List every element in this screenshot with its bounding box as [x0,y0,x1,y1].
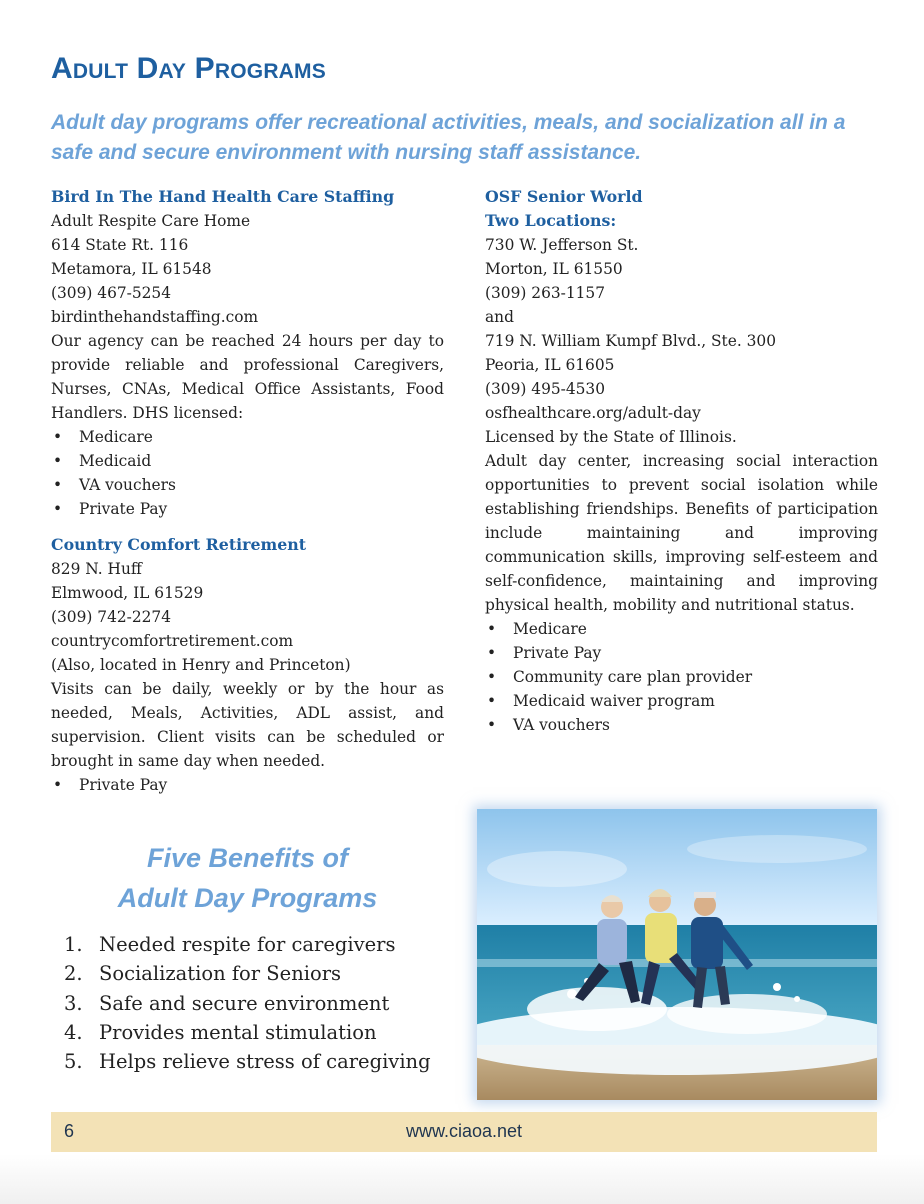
list-number: 3. [64,991,83,1015]
listing-and: and [485,308,514,326]
listing-name: Country Comfort Retirement [51,535,307,554]
benefits-list [64,930,431,1076]
listing-osf-senior-world [485,185,878,737]
listing-phone: (309) 742-2274 [51,608,172,626]
listing-address: 829 N. Huff [51,560,142,578]
listing-phone: (309) 495-4530 [485,380,606,398]
list-item: • Medicaid waiver program [485,689,878,713]
listing-city: Elmwood, IL 61529 [51,584,204,602]
list-item: • Medicaid [51,449,444,473]
list-item: • Private Pay [51,773,444,797]
list-item: • Private Pay [51,497,444,521]
list-number: 2. [64,962,83,986]
list-item: • VA vouchers [485,713,878,737]
list-text: Helps relieve stress of caregiving [99,1050,431,1074]
list-item: • Private Pay [485,641,878,665]
list-text: Safe and secure environment [99,991,390,1015]
listing-license: Licensed by the State of Illinois. [485,428,737,446]
list-item [64,959,431,988]
listing-address: 730 W. Jefferson St. [485,236,639,254]
listing-bird-in-the-hand [51,185,444,521]
listing-name: Bird In The Hand Health Care Staffing [51,187,395,206]
listing-address: 614 State Rt. 116 [51,236,189,254]
listing-city: Morton, IL 61550 [485,260,623,278]
page-number: 6 [64,1121,75,1141]
left-column [51,185,444,797]
beach-photo-icon [477,809,877,1100]
page-title: Adult Day Programs [51,52,326,85]
list-item [64,1018,431,1047]
list-text: Needed respite for caregivers [99,933,396,956]
list-item: • Medicare [485,617,878,641]
listing-phone: (309) 467-5254 [51,284,172,302]
listing-description: Our agency can be reached 24 hours per day to provide reliable and professional Caregivers, Nurses, CNAs, Medical Office Assistants, Food Handlers. DHS licensed: [51,332,444,422]
benefits-title-line: Five Benefits of [146,843,349,873]
page-subtitle: Adult day programs offer recreational activities, meals, and socialization all in a safe and secure environment with nursing staff assistance. [51,111,846,164]
right-column [485,185,878,737]
listing-country-comfort [51,533,444,797]
list-item [64,930,431,959]
payment-list [51,773,444,797]
benefits-title-line: Adult Day Programs [117,883,378,913]
listing-note: (Also, located in Henry and Princeton) [51,656,351,674]
footer-band [51,1112,877,1152]
listing-website: countrycomfortretirement.com [51,632,294,650]
benefits-title [51,838,444,918]
listing-website: birdinthehandstaffing.com [51,308,259,326]
listing-name: OSF Senior World [485,187,643,206]
payment-list [485,617,878,737]
listing-city: Peoria, IL 61605 [485,356,615,374]
listing-type: Adult Respite Care Home [51,212,251,230]
list-item: • Medicare [51,425,444,449]
page-bottom-fade [0,1154,924,1204]
listing-description: Adult day center, increasing social interaction opportunities to prevent social isolation while establishing friendships. Benefits of participation include maintaining and improving communication skills, improving self-esteem and self-confidence, maintaining and improving physical health, mobility and nutritional status. [485,452,878,614]
listing-city: Metamora, IL 61548 [51,260,212,278]
listing-website: osfhealthcare.org/adult-day [485,404,701,422]
listing-phone: (309) 263-1157 [485,284,606,302]
list-item: • VA vouchers [51,473,444,497]
list-text: Socialization for Seniors [99,962,342,986]
footer-url-link[interactable]: www.ciaoa.net [405,1121,523,1141]
locations-label: Two Locations: [485,211,617,230]
list-number: 5. [64,1050,83,1074]
listing-address: 719 N. William Kumpf Blvd., Ste. 300 [485,332,776,350]
list-number: 1. [64,933,83,956]
payment-list [51,425,444,521]
list-number: 4. [64,1020,83,1044]
list-item: • Community care plan provider [485,665,878,689]
list-item [64,989,431,1018]
list-text: Provides mental stimulation [99,1020,377,1044]
list-item [64,1047,431,1076]
listing-description: Visits can be daily, weekly or by the hour as needed, Meals, Activities, ADL assist, and supervision. Client visits can be scheduled or brought in same day when needed. [51,680,444,770]
